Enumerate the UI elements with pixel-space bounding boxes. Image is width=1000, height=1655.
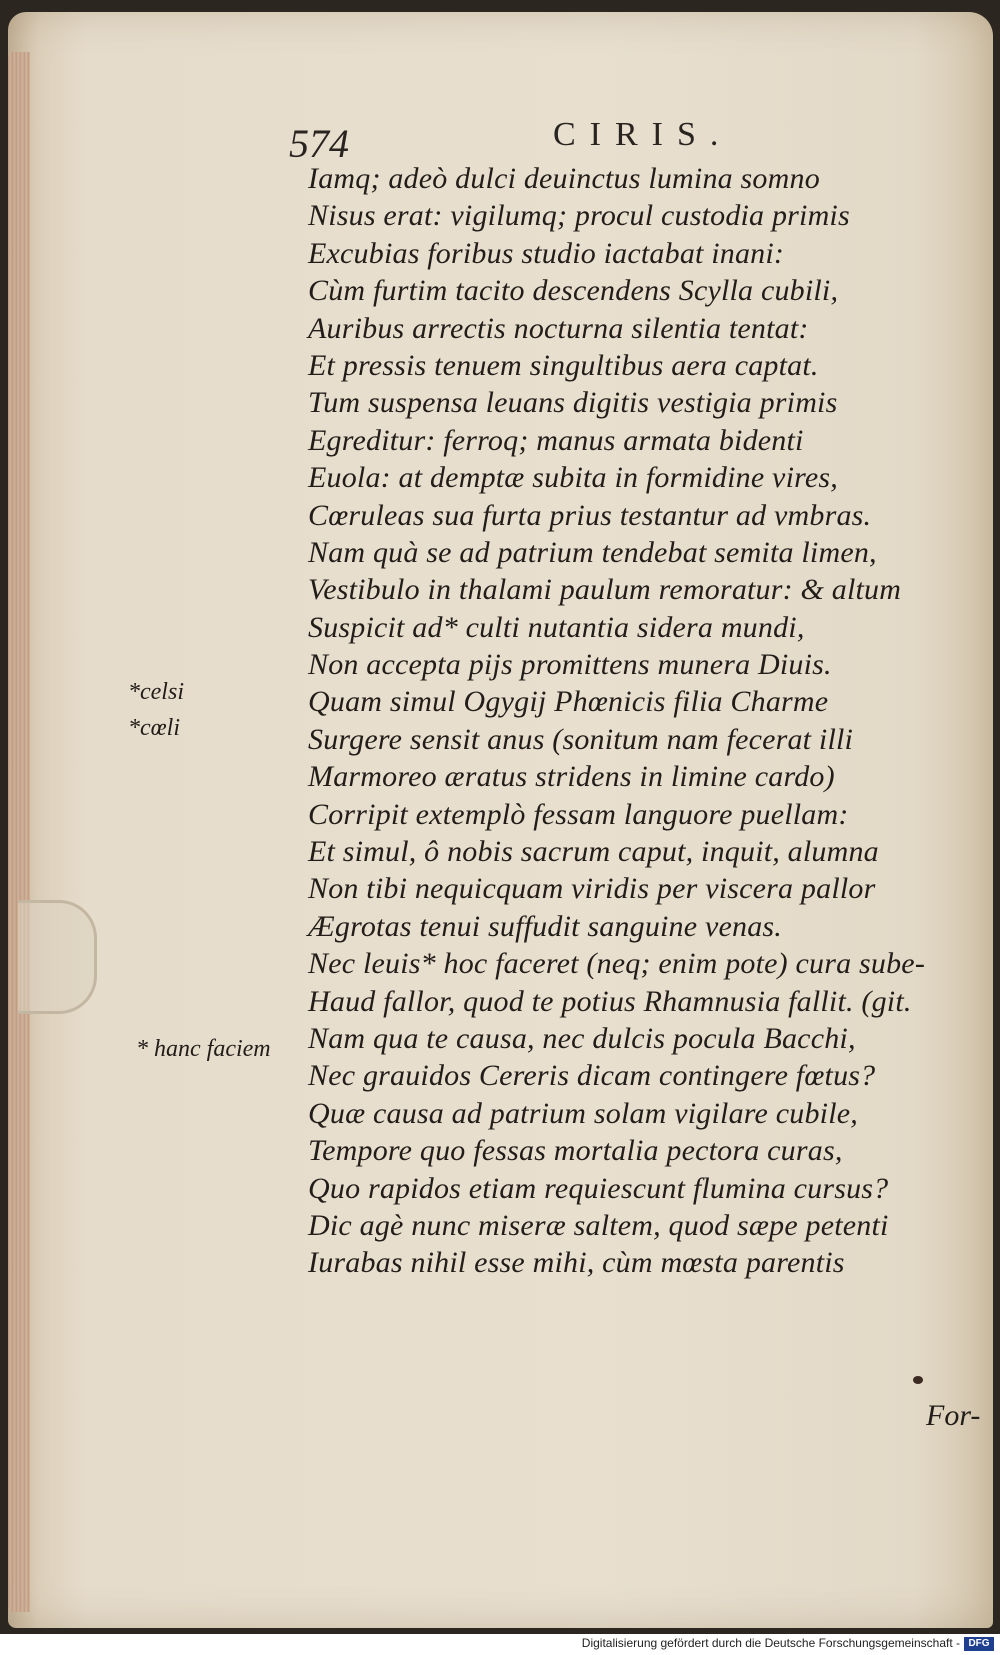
verse-line: Non tibi nequicquam viridis per viscera pallor xyxy=(308,872,876,906)
verse-line: Excubias foribus studio iactabat inani: xyxy=(308,236,785,270)
digitization-credit: Digitalisierung gefördert durch die Deutsche Forschungsgemeinschaft - xyxy=(581,1636,960,1650)
verse-line: Surgere sensit anus (sonitum nam fecerat illi xyxy=(308,722,854,756)
dfg-logo: DFG xyxy=(964,1637,994,1651)
marginal-note-hanc-faciem: * hanc faciem xyxy=(136,1036,271,1062)
verse-line: Vestibulo in thalami paulum remoratur: & altum xyxy=(308,573,902,607)
verse-line: Nisus erat: vigilumq; procul custodia primis xyxy=(308,199,850,233)
verse-line: Egreditur: ferroq; manus armata bidenti xyxy=(308,423,804,457)
verse-line: Quo rapidos etiam requiescunt flumina cursus? xyxy=(308,1171,889,1205)
verse-line: Nam quà se ad patrium tendebat semita limen, xyxy=(308,535,877,569)
verse-line: Haud fallor, quod te potius Rhamnusia fallit. (git. xyxy=(308,984,912,1018)
verse-text xyxy=(308,160,998,1282)
verse-line: Nec leuis* hoc faceret (neq; enim pote) cura sube- xyxy=(308,947,926,981)
verse-line: Dic agè nunc miseræ saltem, quod sæpe petenti xyxy=(308,1208,889,1242)
verse-line: Tempore quo fessas mortalia pectora curas, xyxy=(308,1134,843,1168)
page-header xyxy=(283,112,903,166)
verse-line: Quam simul Ogygij Phœnicis filia Charme xyxy=(308,685,829,719)
verse-line: Cùm furtim tacito descendens Scylla cubili, xyxy=(308,274,839,308)
verse-line: Corripit extemplò fessam languore puellam: xyxy=(308,797,849,831)
verse-line: Et pressis tenuem singultibus aera captat. xyxy=(308,348,819,382)
footer-bar xyxy=(0,1634,1000,1655)
verse-line: Ægrotas tenui suffudit sanguine venas. xyxy=(308,909,782,943)
verse-line: Iurabas nihil esse mihi, cùm mœsta parentis xyxy=(308,1246,845,1280)
running-title: CIRIS. xyxy=(553,116,733,153)
verse-line: Euola: at demptæ subita in formidine vires, xyxy=(308,461,838,495)
verse-line: Suspicit ad* culti nutantia sidera mundi, xyxy=(308,610,805,644)
marginal-note-celsi: *celsi xyxy=(128,679,184,705)
verse-line: Nam qua te causa, nec dulcis pocula Bacchi, xyxy=(308,1021,856,1055)
verse-line: Et simul, ô nobis sacrum caput, inquit, alumna xyxy=(308,835,879,869)
verse-line: Nec grauidos Cereris dicam contingere fœtus? xyxy=(308,1059,876,1093)
page-tab-marker xyxy=(18,900,97,1014)
page-edge xyxy=(8,52,30,1612)
verse-line: Cœruleas sua furta prius testantur ad vmbras. xyxy=(308,498,872,532)
verse-line: Quæ causa ad patrium solam vigilare cubile, xyxy=(308,1096,858,1130)
book-page xyxy=(8,12,993,1628)
verse-line: Iamq; adeò dulci deuinctus lumina somno xyxy=(308,162,820,195)
verse-line: Tum suspensa leuans digitis vestigia primis xyxy=(308,386,838,420)
verse-line: Marmoreo æratus stridens in limine cardo) xyxy=(308,760,835,794)
verse-line: Non accepta pijs promittens munera Diuis. xyxy=(308,648,832,682)
page-number: 574 xyxy=(289,121,349,166)
verse-line: Auribus arrectis nocturna silentia tentat: xyxy=(308,311,809,345)
catchword: For- xyxy=(926,1399,981,1432)
marginal-note-coeli: *cœli xyxy=(128,715,180,741)
ink-stain xyxy=(913,1376,923,1384)
